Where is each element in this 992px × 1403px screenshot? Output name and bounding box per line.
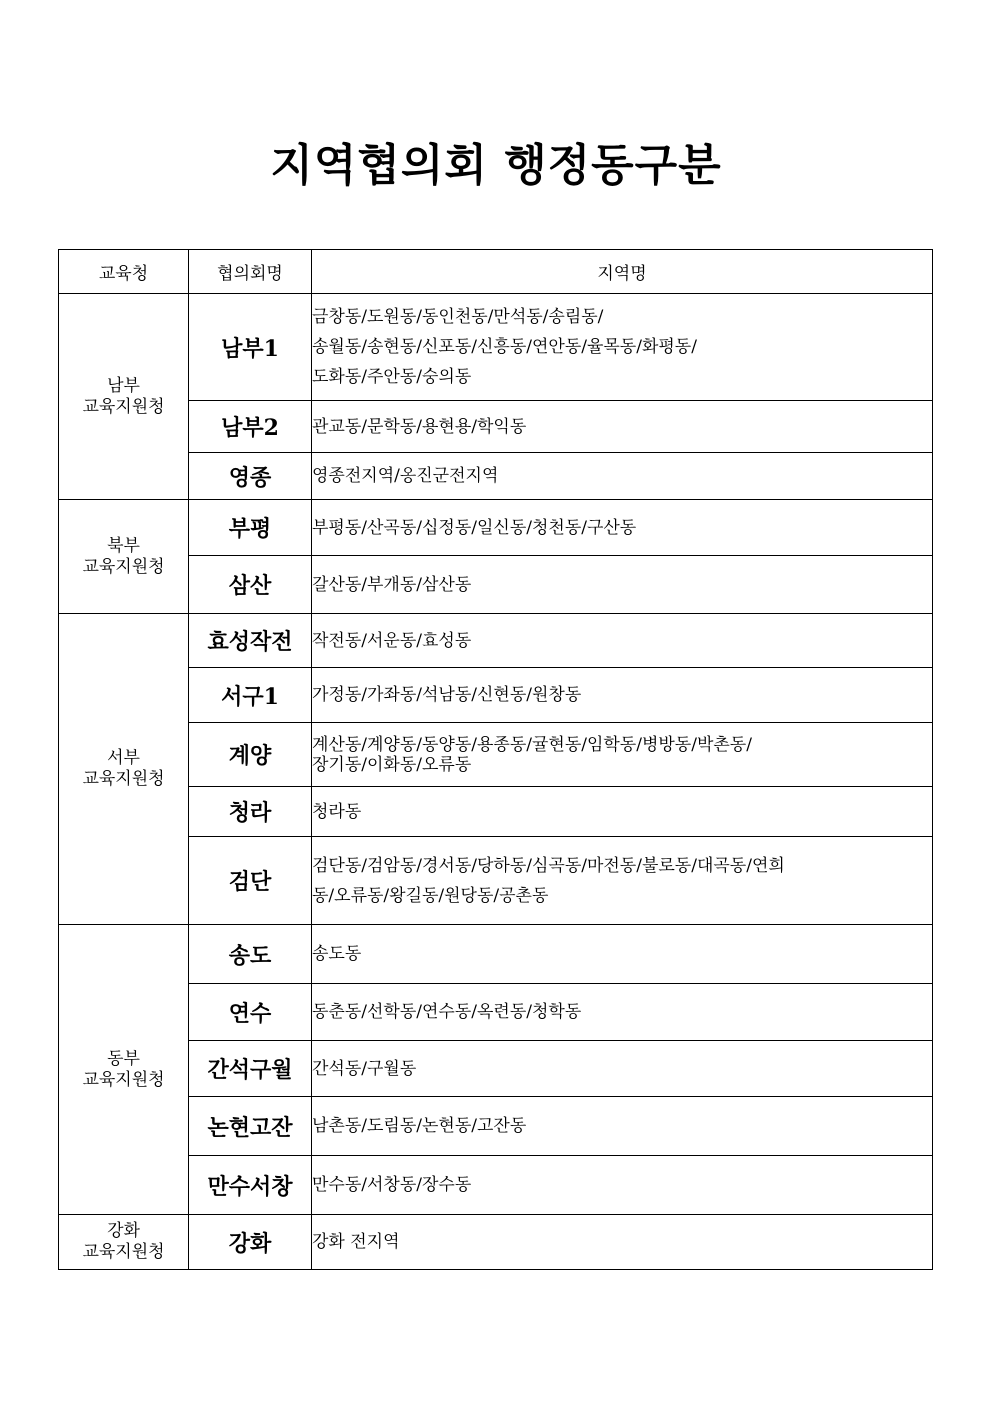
table-row [59, 1215, 933, 1270]
office-cell [59, 614, 189, 925]
council-name: 검단 [189, 837, 312, 925]
table-row [59, 668, 933, 723]
region-list: 갈산동/부개동/삼산동 [312, 556, 933, 614]
table-row [59, 723, 933, 787]
table-row [59, 1097, 933, 1156]
office-cell [59, 1215, 189, 1270]
office-suffix: 교육지원청 [82, 1242, 165, 1262]
council-name: 영종 [189, 453, 312, 500]
council-name: 계양 [189, 723, 312, 787]
region-list: 영종전지역/옹진군전지역 [312, 453, 933, 500]
table-row [59, 984, 933, 1041]
table-row [59, 925, 933, 984]
council-name: 청라 [189, 787, 312, 837]
council-name: 남부2 [189, 401, 312, 453]
council-name: 송도 [189, 925, 312, 984]
table-row [59, 401, 933, 453]
office-cell [59, 500, 189, 614]
office-name: 북부 [107, 535, 140, 556]
region-table [58, 249, 933, 1270]
header-region: 지역명 [312, 250, 933, 294]
office-suffix: 교육지원청 [82, 1069, 165, 1090]
office-name: 서부 [107, 748, 140, 768]
council-name: 만수서창 [189, 1156, 312, 1215]
table-row [59, 294, 933, 401]
region-list: 가정동/가좌동/석남동/신현동/원창동 [312, 668, 933, 723]
office-suffix: 교육지원청 [82, 769, 165, 789]
council-name: 강화 [189, 1215, 312, 1270]
council-name: 서구1 [189, 668, 312, 723]
office-cell [59, 294, 189, 500]
region-list: 금창동/도원동/동인천동/만석동/송림동/ 송월동/송현동/신포동/신흥동/연안동/율목동/화평동/ 도화동/주안동/숭의동 [312, 294, 933, 401]
region-list: 검단동/검암동/경서동/당하동/심곡동/마전동/불로동/대곡동/연희 동/오류동/왕길동/원당동/공촌동 [312, 837, 933, 925]
office-cell [59, 925, 189, 1215]
region-list: 부평동/산곡동/십정동/일신동/청천동/구산동 [312, 500, 933, 556]
region-list: 만수동/서창동/장수동 [312, 1156, 933, 1215]
council-name: 부평 [189, 500, 312, 556]
table-row [59, 1041, 933, 1097]
council-name: 효성작전 [189, 614, 312, 668]
table-row [59, 1156, 933, 1215]
council-name: 삼산 [189, 556, 312, 614]
region-list: 청라동 [312, 787, 933, 837]
header-council: 협의회명 [189, 250, 312, 294]
region-list: 남촌동/도림동/논현동/고잔동 [312, 1097, 933, 1156]
office-name: 동부 [107, 1048, 140, 1069]
table-row [59, 614, 933, 668]
office-name: 강화 [107, 1221, 140, 1241]
region-list: 계산동/계양동/동양동/용종동/귤현동/임학동/병방동/박촌동/ 장기동/이화동/오류동 [312, 723, 933, 787]
table-row [59, 837, 933, 925]
council-name: 남부1 [189, 294, 312, 401]
region-list: 강화 전지역 [312, 1215, 933, 1270]
region-list: 간석동/구월동 [312, 1041, 933, 1097]
office-name: 남부 [107, 375, 140, 396]
page-title: 지역협의회 행정동구분 [270, 140, 722, 191]
region-list: 송도동 [312, 925, 933, 984]
office-suffix: 교육지원청 [82, 396, 165, 417]
table-row [59, 556, 933, 614]
table-row [59, 787, 933, 837]
region-list: 동춘동/선학동/연수동/옥련동/청학동 [312, 984, 933, 1041]
council-name: 논현고잔 [189, 1097, 312, 1156]
header-office: 교육청 [59, 250, 189, 294]
council-name: 간석구월 [189, 1041, 312, 1097]
table-row [59, 453, 933, 500]
council-name: 연수 [189, 984, 312, 1041]
office-suffix: 교육지원청 [82, 556, 165, 577]
table-header-row [59, 250, 933, 294]
region-list: 작전동/서운동/효성동 [312, 614, 933, 668]
region-list: 관교동/문학동/용현용/학익동 [312, 401, 933, 453]
table-row [59, 500, 933, 556]
